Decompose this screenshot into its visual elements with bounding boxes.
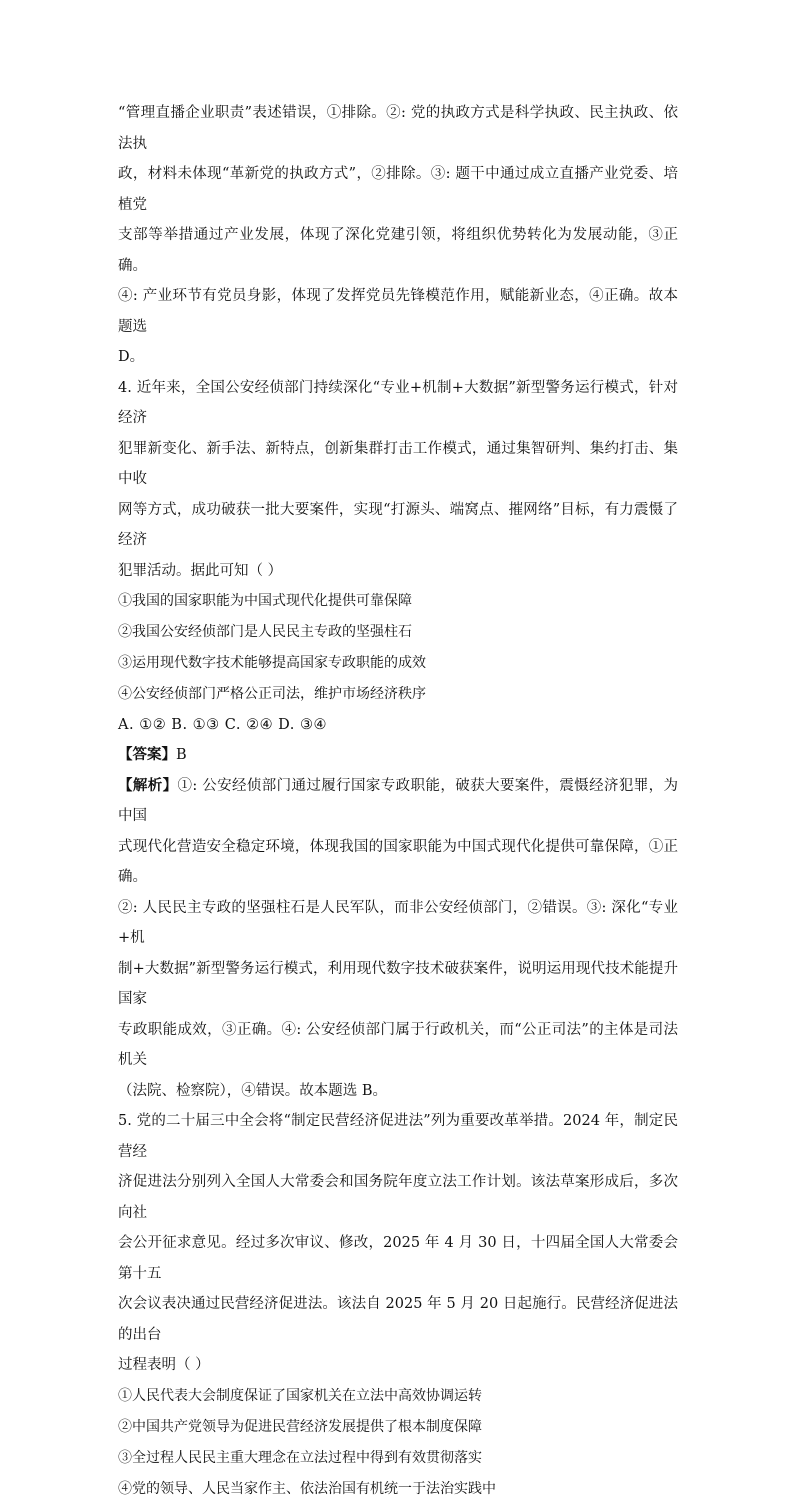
answer-choices: A. ①② B. ①③ C. ②④ D. ③④	[118, 717, 328, 733]
option-item: ②我国公安经侦部门是人民民主专政的坚强柱石	[118, 624, 412, 640]
text-line: 网等方式，成功破获一批大要案件，实现“打源头、端窝点、摧网络”目标，有力震慑了经济	[118, 501, 678, 548]
answer-label: 【答案】	[118, 746, 176, 763]
option-item: ②中国共产党领导为促进民营经济发展提供了根本制度保障	[118, 1418, 482, 1435]
text-line: （法院、检察院），④错误。故本题选 B。	[118, 1082, 388, 1099]
text-line: 次会议表决通过民营经济促进法。该法自 2025 年 5 月 20 日起施行。民营经济促进法的出台	[118, 1296, 678, 1343]
text-line: ④: 产业环节有党员身影，体现了发挥党员先锋模范作用，赋能新业态，④正确。故本题选	[118, 288, 678, 335]
text-line: 5. 党的二十届三中全会将“制定民营经济促进法”列为重要改革举措。2024 年，制定民营经	[118, 1113, 678, 1160]
analysis-text: ①: 公安经侦部门通过履行国家专政职能，破获大要案件，震慑经济犯罪，为中国	[118, 777, 678, 824]
question-4	[118, 373, 678, 1107]
text-line: D。	[118, 349, 145, 365]
text-line	[118, 771, 678, 832]
text-line: 式现代化营造安全稳定环境，体现我国的国家职能为中国式现代化提供可靠保障，①正确。	[118, 838, 678, 885]
question-4-analysis	[118, 771, 678, 1107]
text-line: ②: 人民民主专政的坚强柱石是人民军队，而非公安经侦部门，②错误。③: 深化“专业+机	[118, 899, 678, 946]
text-line: 过程表明（ ）	[118, 1357, 210, 1373]
text-line: 犯罪活动。据此可知（ ）	[118, 562, 283, 579]
question-4-stem	[118, 373, 678, 587]
text-line: 政，材料未体现“革新党的执政方式”，②排除。③: 题干中通过成立直播产业党委、培植党	[118, 166, 678, 213]
text-line: 4. 近年来，全国公安经侦部门持续深化“专业+机制+大数据”新型警务运行模式，针对经济	[118, 379, 678, 426]
answer-line	[118, 740, 678, 771]
text-line: 专政职能成效，③正确。④: 公安经侦部门属于行政机关，而“公正司法”的主体是司法机关	[118, 1021, 678, 1068]
analysis-label: 【解析】	[118, 776, 178, 794]
text-line: 会公开征求意见。经过多次审议、修改，2025 年 4 月 30 日，十四届全国人大常委会第十五	[118, 1235, 678, 1282]
question-5	[118, 1106, 678, 1505]
q3-analysis-tail	[118, 98, 678, 373]
option-item: ④党的领导、人民当家作主、依法治国有机统一于法治实践中	[118, 1480, 496, 1497]
option-item: ③运用现代数字技术能够提高国家专政职能的成效	[118, 655, 426, 671]
question-5-stem	[118, 1106, 678, 1381]
text-line: 制+大数据”新型警务运行模式，利用现代数字技术破获案件，说明运用现代技术能提升国家	[118, 960, 678, 1007]
option-item: ①我国的国家职能为中国式现代化提供可靠保障	[118, 593, 412, 609]
answer-value: B	[176, 747, 187, 763]
page-content	[118, 98, 678, 1505]
option-item: ④公安经侦部门严格公正司法，维护市场经济秩序	[118, 686, 426, 702]
text-line: 支部等举措通过产业发展，体现了深化党建引领，将组织优势转化为发展动能，③正确。	[118, 227, 678, 274]
option-item: ①人民代表大会制度保证了国家机关在立法中高效协调运转	[118, 1387, 482, 1404]
text-line: 犯罪新变化、新手法、新特点，创新集群打击工作模式，通过集智研判、集约打击、集中收	[118, 440, 678, 487]
question-5-options	[118, 1381, 678, 1505]
text-line: “管理直播企业职责”表述错误，①排除。②: 党的执政方式是科学执政、民主执政、依法执	[118, 105, 678, 152]
option-item: ③全过程人民民主重大理念在立法过程中得到有效贯彻落实	[118, 1449, 482, 1466]
text-line: 济促进法分别列入全国人大常委会和国务院年度立法工作计划。该法草案形成后，多次向社	[118, 1174, 678, 1221]
question-4-options	[118, 586, 678, 710]
